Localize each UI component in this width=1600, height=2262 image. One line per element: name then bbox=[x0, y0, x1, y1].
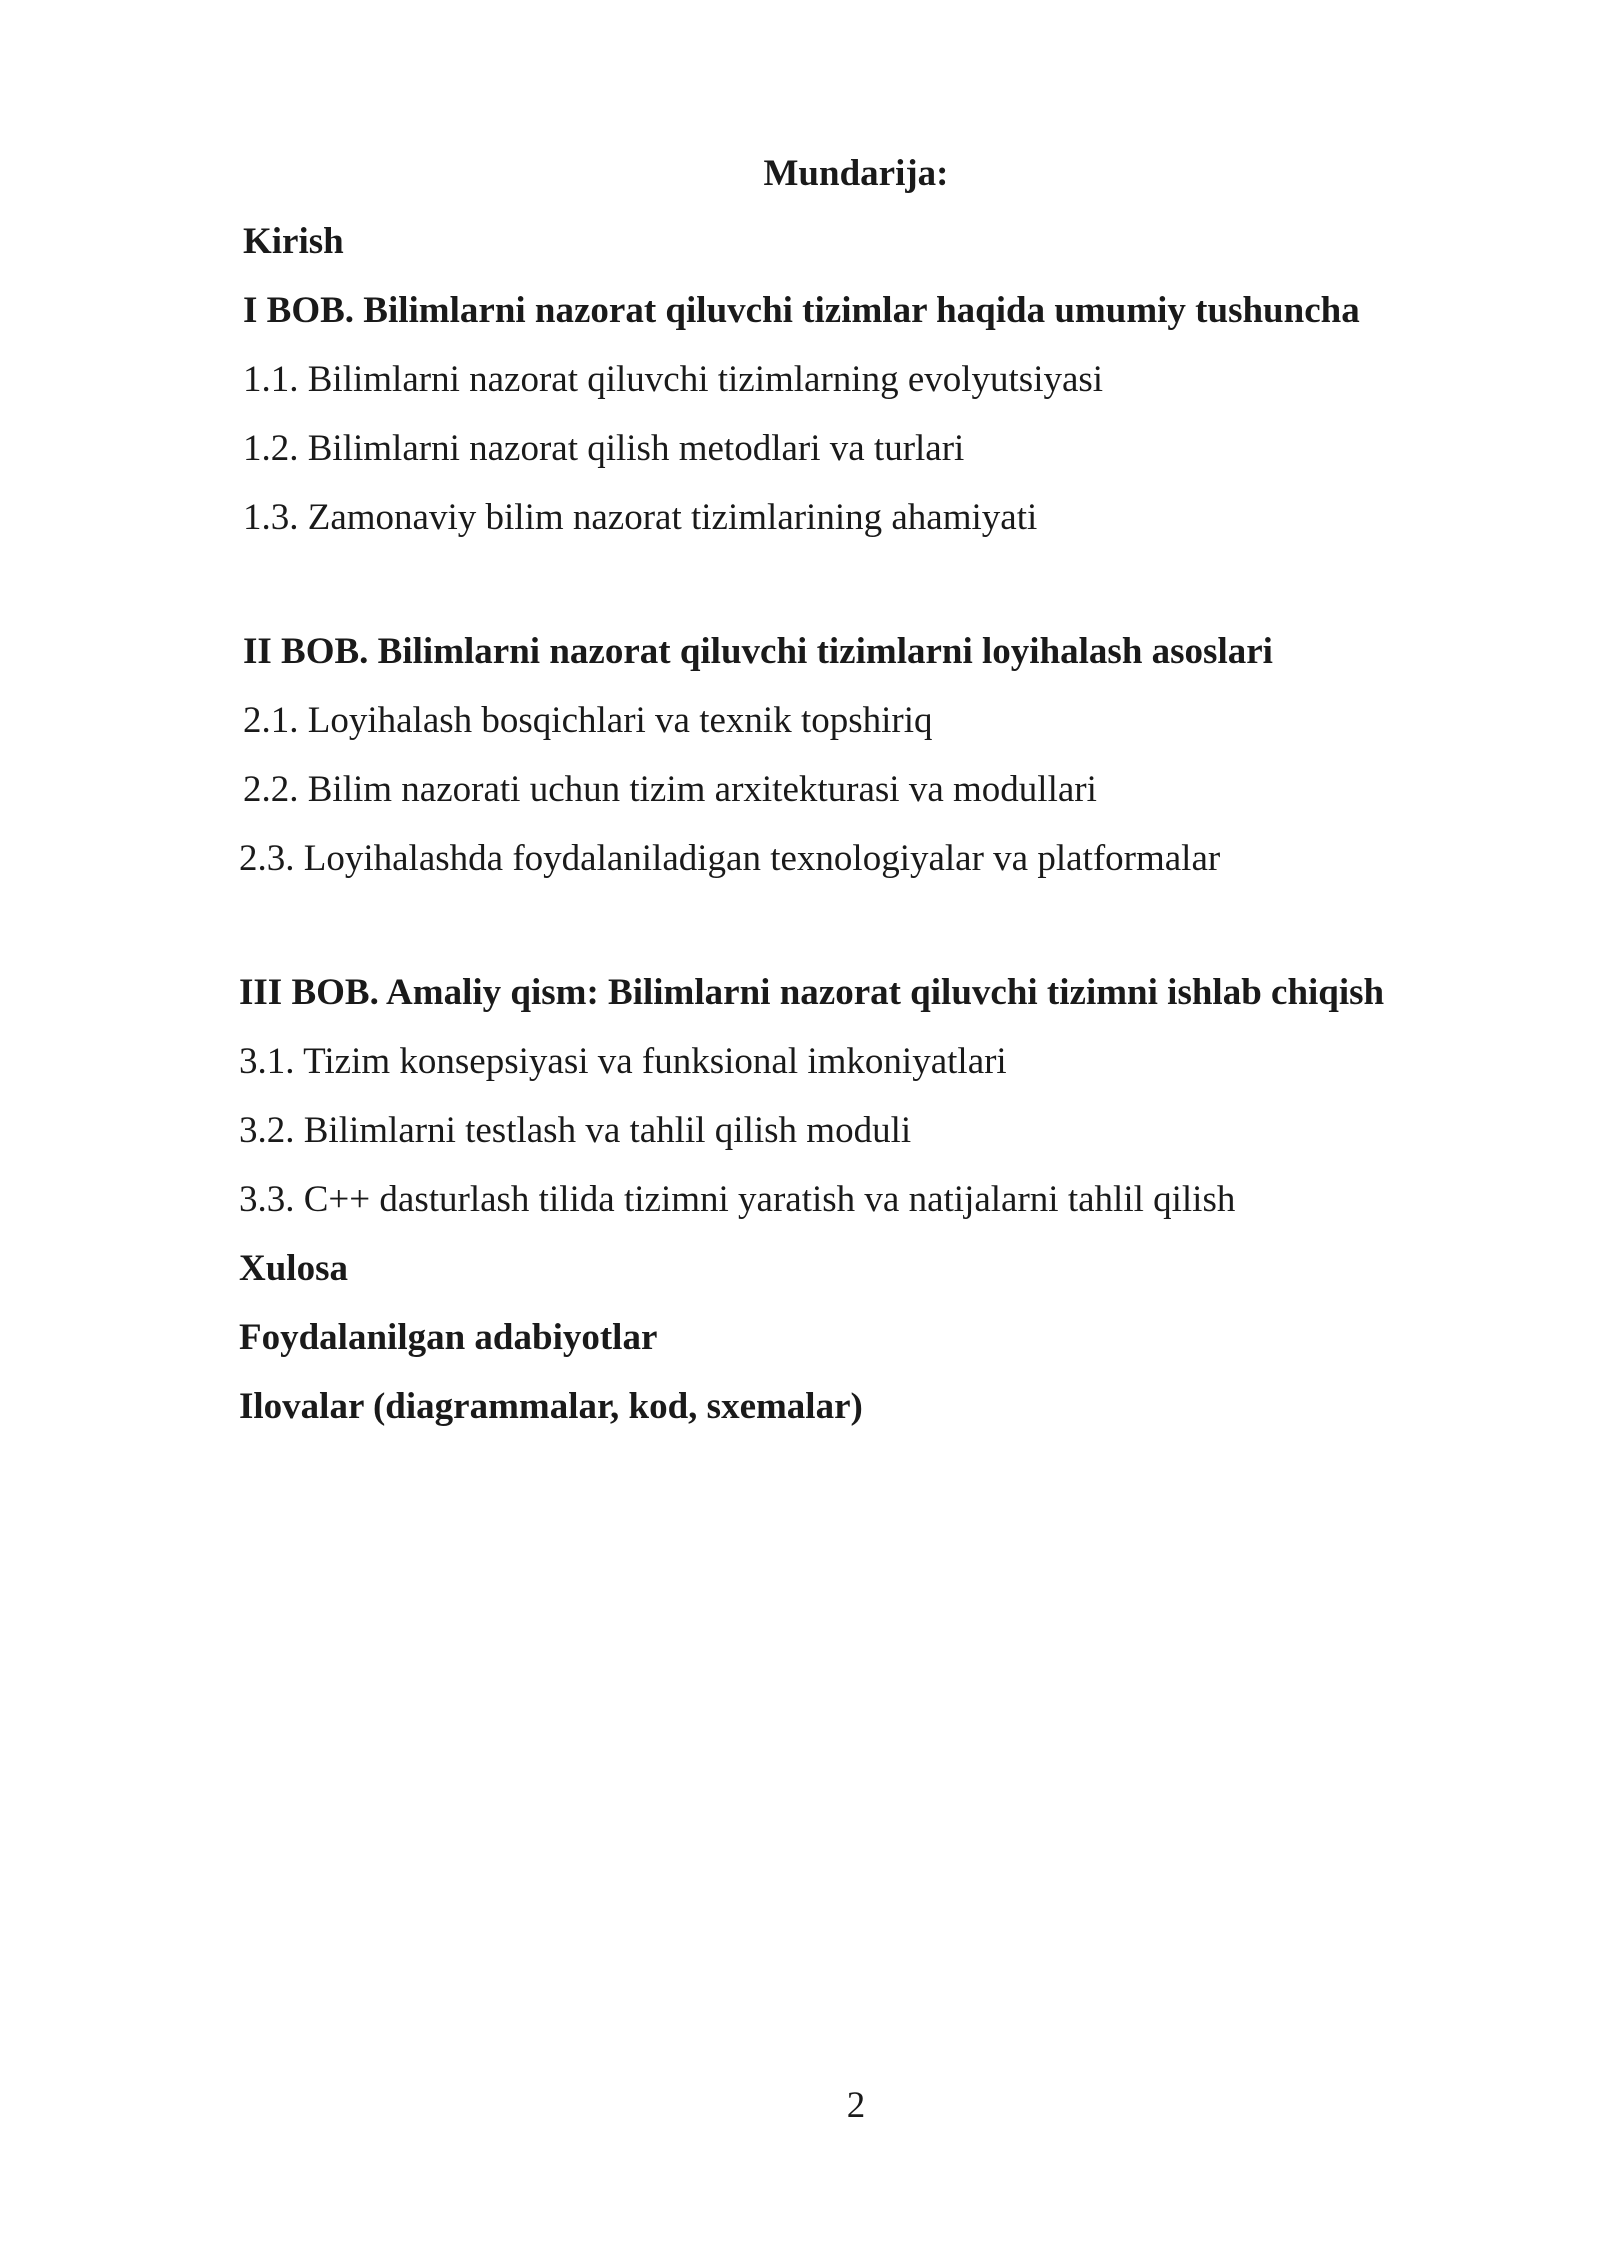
toc-entry-3-3: 3.3. C++ dasturlash tilida tizimni yaratish va natijalarni tahlil qilish bbox=[239, 1179, 1236, 1220]
toc-entry-1-1: 1.1. Bilimlarni nazorat qiluvchi tizimlarning evolyutsiyasi bbox=[243, 359, 1104, 400]
toc-entry-2-1: 2.1. Loyihalash bosqichlari va texnik topshiriq bbox=[243, 700, 933, 741]
toc-entry-appendices: Ilovalar (diagrammalar, kod, sxemalar) bbox=[239, 1386, 863, 1427]
toc-entry-kirish: Kirish bbox=[243, 221, 344, 262]
page-number: 2 bbox=[846, 2085, 866, 2126]
toc-entry-2-2: 2.2. Bilim nazorati uchun tizim arxitekturasi va modullari bbox=[243, 769, 1097, 810]
toc-entry-chapter-1: I BOB. Bilimlarni nazorat qiluvchi tizimlar haqida umumiy tushuncha bbox=[243, 290, 1360, 331]
toc-entry-3-1: 3.1. Tizim konsepsiyasi va funksional imkoniyatlari bbox=[239, 1041, 1007, 1082]
toc-entry-3-2: 3.2. Bilimlarni testlash va tahlil qilish moduli bbox=[239, 1110, 912, 1151]
toc-entry-2-3: 2.3. Loyihalashda foydalaniladigan texnologiyalar va platformalar bbox=[239, 838, 1221, 879]
toc-entry-references: Foydalanilgan adabiyotlar bbox=[239, 1317, 658, 1358]
toc-entry-chapter-3: III BOB. Amaliy qism: Bilimlarni nazorat qiluvchi tizimni ishlab chiqish bbox=[239, 972, 1385, 1013]
toc-entry-1-2: 1.2. Bilimlarni nazorat qilish metodlari va turlari bbox=[243, 428, 965, 469]
toc-entry-xulosa: Xulosa bbox=[239, 1248, 348, 1289]
toc-title: Mundarija: bbox=[763, 153, 949, 194]
toc-entry-1-3: 1.3. Zamonaviy bilim nazorat tizimlarining ahamiyati bbox=[243, 497, 1038, 538]
toc-entry-chapter-2: II BOB. Bilimlarni nazorat qiluvchi tizimlarni loyihalash asoslari bbox=[243, 631, 1273, 672]
